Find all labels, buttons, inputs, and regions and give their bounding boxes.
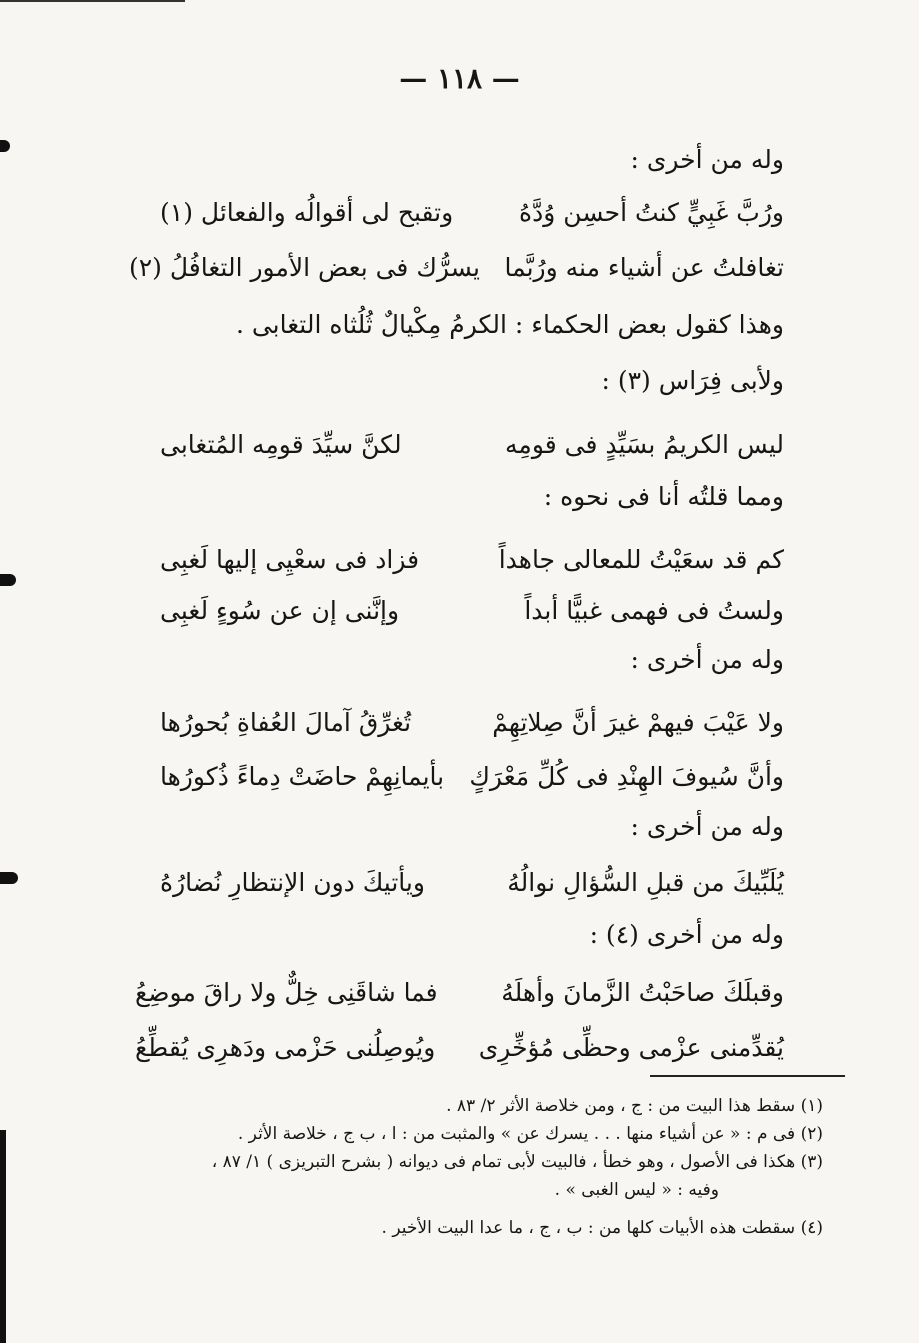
section-intro: وله من أخرى :	[630, 812, 784, 841]
verse-second-hemistich: بأيمانِهِمْ حاضَتْ دِماءً ذُكورُها	[160, 762, 445, 791]
verse-second-hemistich: تُغرِّقُ آمالَ العُفاةِ بُحورُها	[160, 708, 412, 737]
verse-second-hemistich: لكنَّ سيِّدَ قومِه المُتغابى	[160, 430, 402, 459]
verse-first-hemistich: ورُبَّ غَبِيٍّ كنتُ أحسِن وُدَّهُ	[519, 198, 784, 227]
verse-second-hemistich: يسرُّك فى بعض الأمور التغافُلُ (٢)	[128, 253, 480, 282]
verse-first-hemistich: وقبلَكَ صاحَبْتُ الزَّمانَ وأهلَهُ	[501, 978, 784, 1007]
verse-first-hemistich: وأنَّ سُيوفَ الهِنْدِ فى كُلِّ مَعْرَكٍ	[469, 762, 784, 791]
section-intro: وله من أخرى (٤) :	[589, 920, 784, 949]
section-intro: ولأبى فِرَاس (٣) :	[601, 366, 784, 395]
verse-second-hemistich: وتقبح لى أقوالُه والفعائل (١)	[160, 198, 454, 227]
scan-edge-mark	[0, 872, 18, 884]
section-intro: ومما قلتُه أنا فى نحوه :	[543, 482, 784, 511]
verse-first-hemistich: يُقدِّمنى عزْمى وحظِّى مُؤخِّرِى	[478, 1033, 784, 1062]
verse-first-hemistich: ولا عَيْبَ فيهمْ غيرَ أنَّ صِلاتِهِمْ	[492, 708, 784, 737]
scan-edge-mark	[0, 574, 16, 586]
verse-second-hemistich: ويُوصِلُنى حَزْمى ودَهرِى يُقطِّعُ	[135, 1033, 436, 1062]
page-number: — ١١٨ —	[399, 62, 520, 95]
verse-first-hemistich: ليس الكريمُ بسَيِّدٍ فى قومِه	[505, 430, 784, 459]
footnote-continuation: وفيه : « ليس الغبى » .	[554, 1180, 719, 1200]
verse-first-hemistich: تغافلتُ عن أشياء منه ورُبَّما	[504, 253, 784, 282]
verse-second-hemistich: فزاد فى سعْيِى إليها لَغبِى	[160, 545, 420, 574]
verse-second-hemistich: فما شاقَنِى خِلٌّ ولا راقَ موضِعُ	[135, 978, 438, 1007]
scan-edge-mark	[0, 140, 10, 152]
verse-first-hemistich: يُلَبِّيكَ من قبلِ السُّؤالِ نوالُهُ	[507, 868, 784, 897]
section-intro: وله من أخرى :	[630, 145, 784, 174]
footnote: (٣) هكذا فى الأصول ، وهو خطأ ، فالبيت لأبى تمام فى ديوانه ( بشرح التبريزى ) ١/ ٨٧ ،	[211, 1152, 823, 1172]
scan-edge-line	[0, 0, 185, 2]
footnote: (٤) سقطت هذه الأبيات كلها من : ب ، ج ، ما عدا البيت الأخير .	[381, 1218, 823, 1238]
scan-edge-bar	[0, 1130, 6, 1343]
footnote-separator	[650, 1075, 845, 1077]
verse-first-hemistich: ولستُ فى فهمى غبيًّا أبداً	[524, 596, 784, 625]
footnote: (٢) فى م : « عن أشياء منها . . . يسرك عن » والمثبت من : ا ، ب ج ، خلاصة الأثر .	[237, 1124, 823, 1144]
verse-second-hemistich: وإنَّنى إن عن سُوءٍ لَغبِى	[160, 596, 400, 625]
footnote: (١) سقط هذا البيت من : ج ، ومن خلاصة الأثر ٢/ ٨٣ .	[446, 1096, 823, 1116]
prose-line: وهذا كقول بعض الحكماء : الكرمُ مِكْيالٌ ثُلُثاه التغابى .	[235, 310, 784, 339]
verse-first-hemistich: كم قد سعَيْتُ للمعالى جاهداً	[498, 545, 784, 574]
verse-second-hemistich: ويأتيكَ دون الإنتظارِ نُضارُهُ	[160, 868, 425, 897]
section-intro: وله من أخرى :	[630, 645, 784, 674]
